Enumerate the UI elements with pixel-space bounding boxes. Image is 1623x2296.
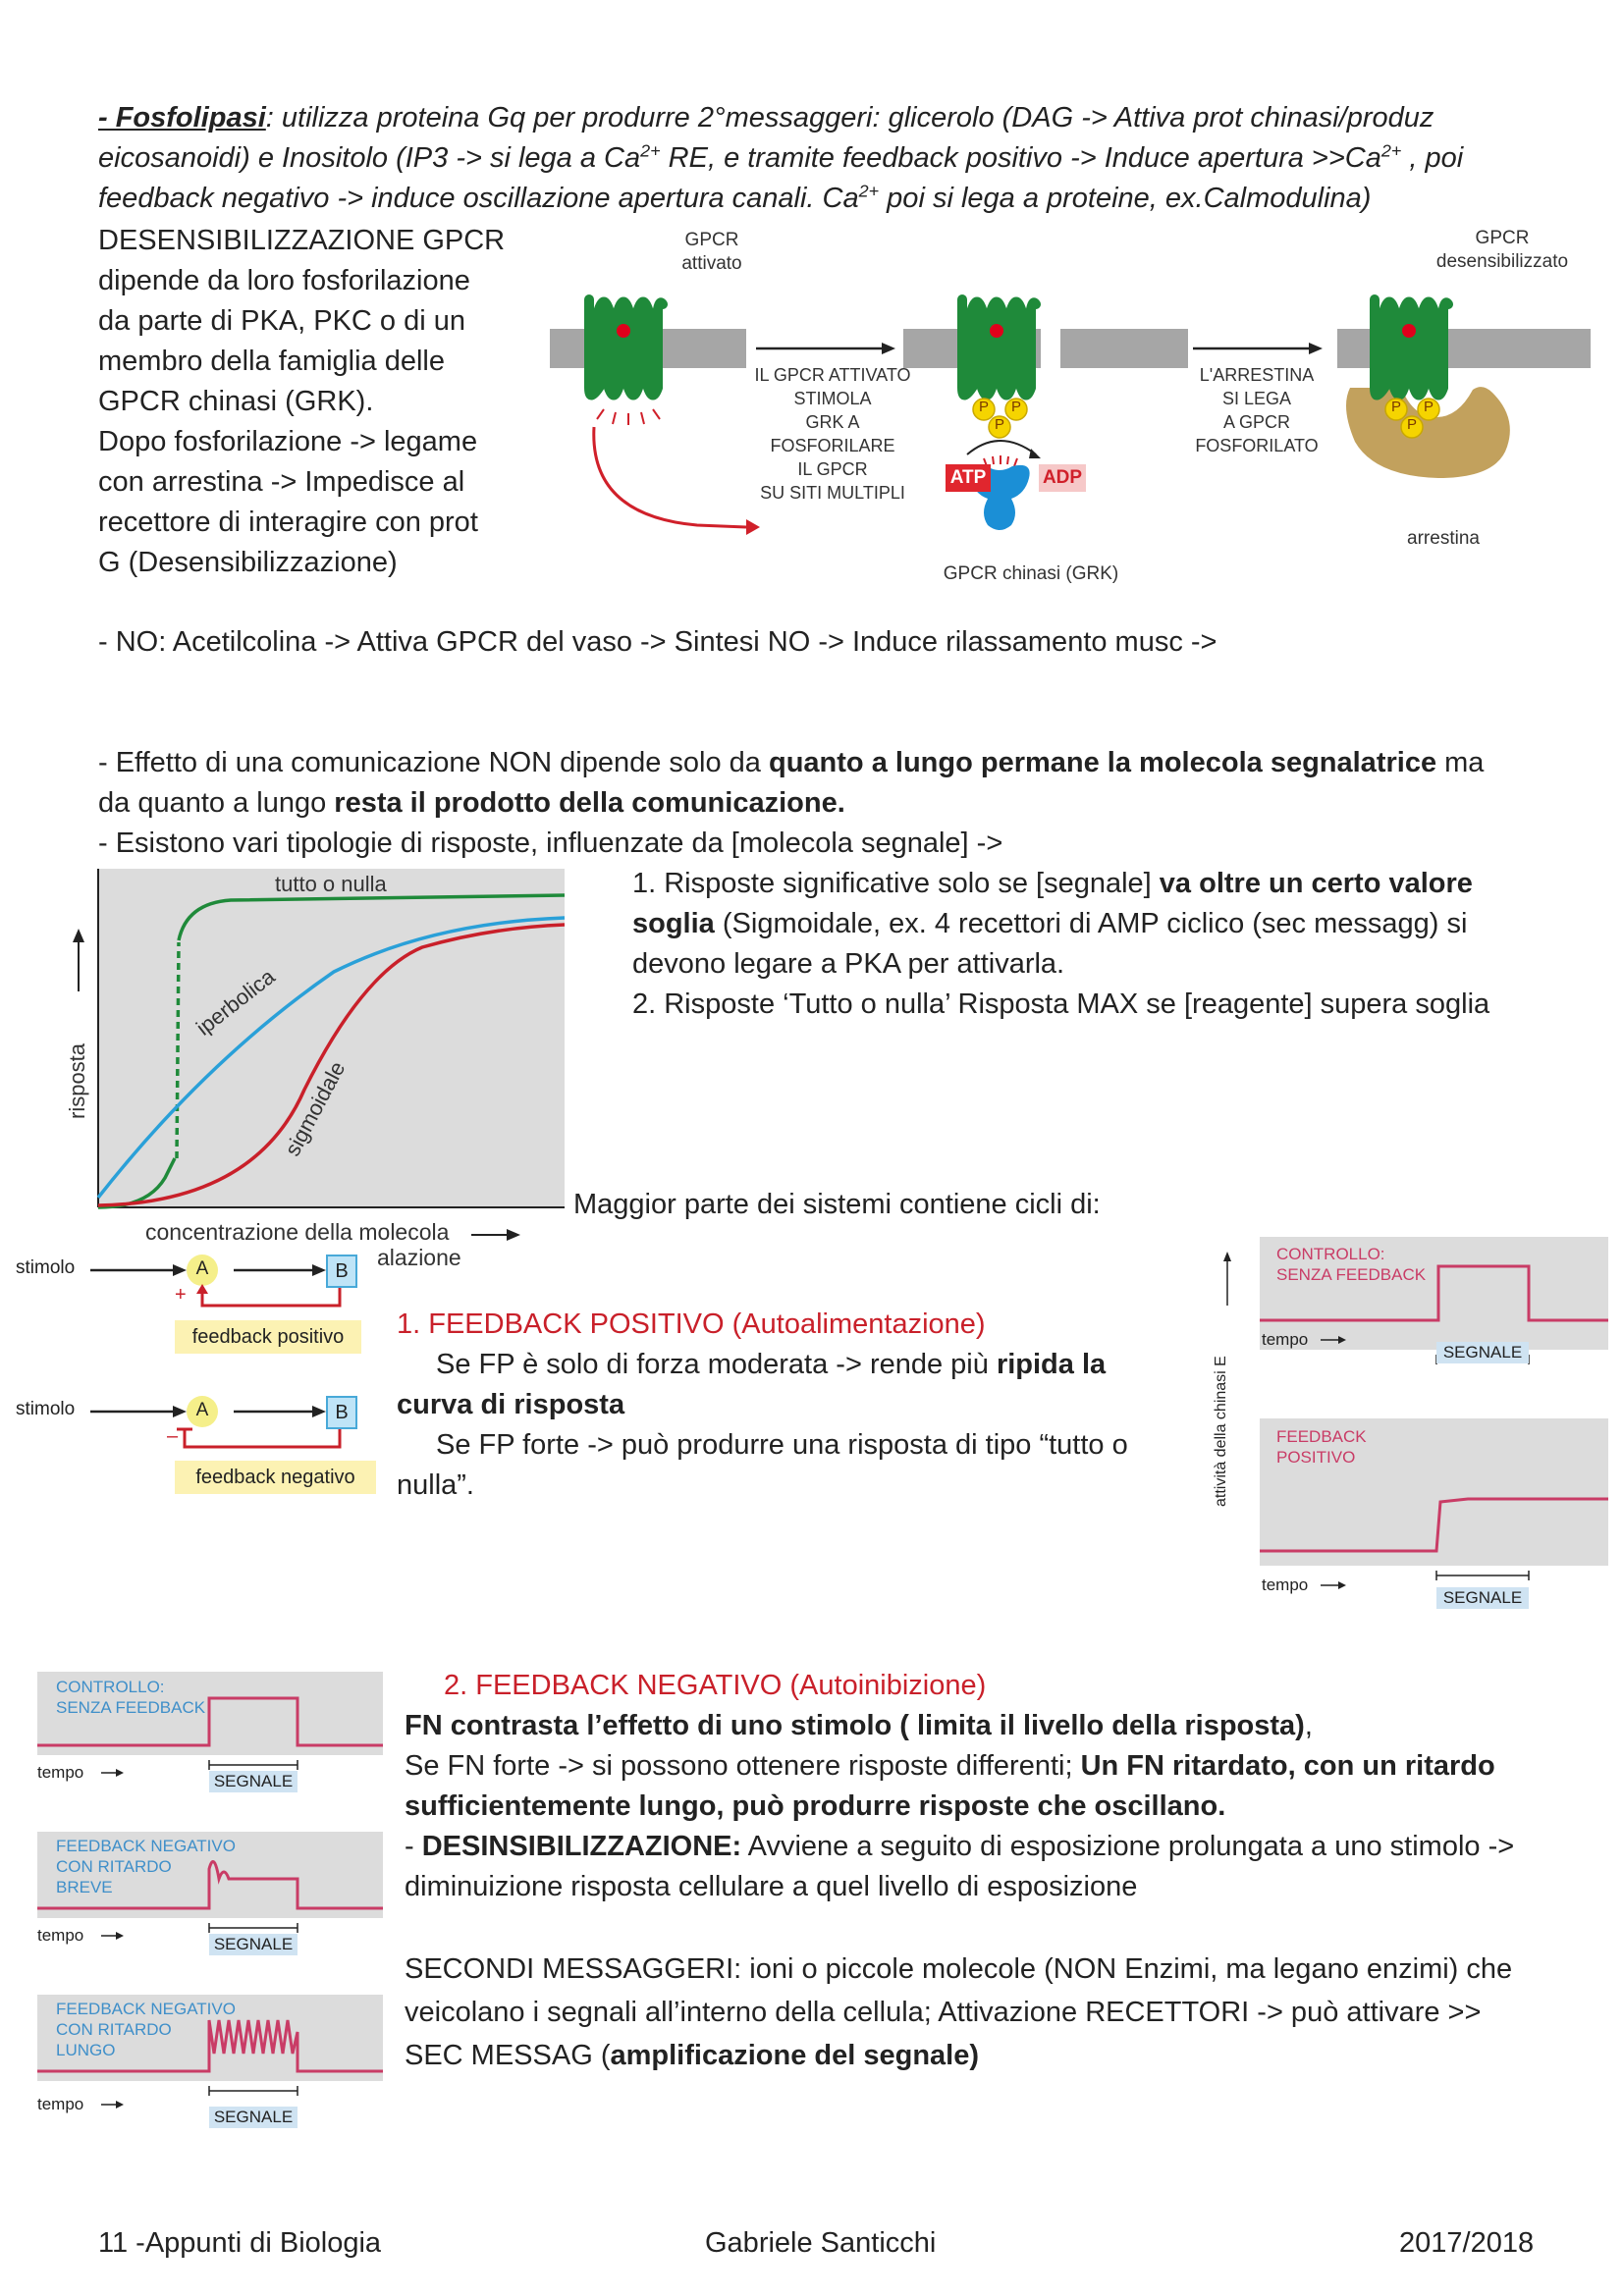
phosphorylation-arrow [594, 427, 746, 527]
gpcr-activated-label: GPCR attivato [681, 230, 742, 274]
p-label: P [978, 399, 989, 415]
cicli-text: Maggior parte dei sistemi contiene cicli di: [573, 1189, 1101, 1220]
x-axis-label-1: concentrazione della molecola [145, 1219, 450, 1245]
step2-label: L'ARRESTINA SI LEGA A GPCR FOSFORILATO [1195, 365, 1319, 455]
stimolo-label-neg: stimolo [16, 1399, 76, 1419]
feedback-positive-label: feedback positivo [175, 1320, 361, 1354]
risposta-1-line-2: soglia (Sigmoidale, ex. 4 recettori di AMP ciclico (sec messagg) si [632, 908, 1468, 939]
effetto-line-3: - Esistono vari tipologie di risposte, influenzate da [molecola segnale] -> [98, 828, 1003, 859]
membrane-3 [1060, 329, 1188, 368]
p-label: P [1406, 416, 1417, 433]
desens-line-2: da parte di PKA, PKC o di un [98, 305, 465, 337]
node-b-neg: B [326, 1396, 357, 1429]
ligand-dot-3 [1402, 324, 1416, 338]
secondi-line-2: veicolano i segnali all’interno della cellula; Attivazione RECETTORI -> può attivare >> [405, 1997, 1482, 2028]
fosfolipasi-title: - Fosfolipasi [98, 102, 266, 133]
feedback-negative-loop [185, 1425, 340, 1447]
panel-fbpos-label: FEEDBACK POSITIVO [1276, 1427, 1367, 1467]
tempo-label: tempo [37, 1926, 84, 1945]
fp-line-4: nulla”. [397, 1469, 474, 1501]
arrestin-label: arrestina [1407, 528, 1480, 549]
desens-line-1: dipende da loro fosforilazione [98, 265, 470, 296]
minus-sign: – [167, 1425, 179, 1447]
segnale-label: SEGNALE [1436, 1587, 1529, 1609]
y-axis-label: attività della chinasi E [1213, 1356, 1229, 1507]
fp-title-line: 1. FEEDBACK POSITIVO (Autoalimentazione) [397, 1308, 986, 1340]
risposta-1-line-3: devono legare a PKA per attivarla. [632, 948, 1065, 980]
p-label: P [1390, 399, 1401, 415]
p-label: P [1423, 399, 1434, 415]
step1-label: IL GPCR ATTIVATO STIMOLA GRK A FOSFORILARE IL GPCR SU SITI MULTIPLI [754, 365, 911, 503]
panel-control-label: CONTROLLO: SENZA FEEDBACK [1276, 1245, 1427, 1284]
y-axis-label: risposta [65, 1042, 89, 1119]
fp-line-3: Se FP forte -> può produrre una risposta di tipo “tutto o [436, 1429, 1128, 1461]
fosfolipasi-line-2: eicosanoidi) e Inositolo (IP3 -> si lega a $Ca^{2+}$ RE, e tramite feedback positivo -> Induce apertura $>>Ca^{2+}$ , poi [98, 140, 1464, 174]
risposta-1-line-1: 1. Risposte significative solo se [segnale] va oltre un certo valore [632, 868, 1473, 899]
positive-feedback-panels [1213, 1232, 1615, 1615]
fp-line-2: curva di risposta [397, 1389, 625, 1420]
gpcr-receptor-icon-1 [589, 299, 663, 396]
activation-sparks-icon [597, 409, 660, 425]
label-iperbolica: iperbolica [191, 964, 280, 1041]
ligand-dot-2 [990, 324, 1003, 338]
fp-line-1: Se FP è solo di forza moderata -> rende più ripida la [436, 1349, 1107, 1380]
effetto-line-1: - Effetto di una comunicazione NON dipende solo da quanto a lungo permane la molecola segnalatrice ma [98, 747, 1485, 778]
desens-line-5: Dopo fosforilazione -> legame [98, 426, 478, 457]
fn-line-1: FN contrasta l’effetto di uno stimolo ( limita il livello della risposta), [405, 1710, 1313, 1741]
atp-badge: ATP [946, 464, 991, 492]
desens-line-4: GPCR chinasi (GRK). [98, 386, 374, 417]
fosfolipasi-line-3: feedback negativo -> induce oscillazione apertura canali. $Ca^{2+}$ poi si lega a proteine, ex.Calmodulina) [98, 181, 1372, 214]
fosfolipasi-line-1: - Fosfolipasi: utilizza proteina Gq per produrre 2°messaggeri: glicerolo (DAG -> Attiva prot chinasi/produz [98, 102, 1434, 133]
effetto-line-2: da quanto a lungo resta il prodotto della comunicazione. [98, 787, 845, 819]
fn-line-2: Se FN forte -> si possono ottenere risposte differenti; Un FN ritardato, con un ritardo [405, 1750, 1495, 1782]
segnale-label: SEGNALE [209, 1934, 298, 1955]
p-label: P [994, 416, 1004, 433]
plus-sign: + [175, 1284, 187, 1306]
desens-line-8: G (Desensibilizzazione) [98, 547, 398, 578]
footer-page: 11 -Appunti di Biologia [98, 2227, 382, 2259]
stimolo-label-pos: stimolo [16, 1257, 76, 1278]
tempo-label: tempo [37, 2095, 84, 2113]
secondi-line-3: SEC MESSAG (amplificazione del segnale) [405, 2040, 979, 2071]
feedback-negative-label: feedback negativo [175, 1461, 376, 1494]
secondi-line-1: SECONDI MESSAGGERI: ioni o piccole molecole (NON Enzimi, ma legano enzimi) che [405, 1953, 1513, 1985]
fp-title: 1. FEEDBACK POSITIVO [397, 1308, 725, 1340]
adp-badge: ADP [1039, 464, 1086, 492]
feedback-loops-diagram [10, 1247, 383, 1512]
arrestin-icon [1346, 383, 1510, 478]
x-axis-label-2: alazione [377, 1245, 461, 1270]
desens-line-6: con arrestina -> Impedisce al [98, 466, 465, 498]
label-tutto-o-nulla: tutto o nulla [275, 872, 387, 896]
tempo-label: tempo [37, 1763, 84, 1782]
panel-neg-short-label: FEEDBACK NEGATIVO CON RITARDO BREVE [56, 1837, 236, 1896]
gpcr-desensitization-figure [550, 221, 1591, 594]
response-curves-chart [59, 864, 569, 1270]
fn-title: 2. FEEDBACK NEGATIVO [444, 1670, 783, 1701]
fn-line-5: diminuizione risposta cellulare a quel livello di esposizione [405, 1871, 1138, 1902]
footer-author: Gabriele Santicchi [705, 2227, 937, 2259]
node-a-label-pos: A [195, 1258, 209, 1279]
segnale-label: SEGNALE [1436, 1342, 1529, 1363]
p-label: P [1010, 399, 1021, 415]
tempo-label: tempo [1262, 1575, 1309, 1594]
feedback-positive-loop [202, 1284, 340, 1306]
tempo-label: tempo [1262, 1330, 1309, 1349]
risposta-2: 2. Risposte ‘Tutto o nulla’ Risposta MAX se [reagente] supera soglia [632, 988, 1490, 1020]
gpcr-receptor-icon-2 [962, 299, 1036, 396]
fn-line-3: sufficientemente lungo, può produrre risposte che oscillano. [405, 1790, 1226, 1822]
panel-neg-long-label: FEEDBACK NEGATIVO CON RITARDO LUNGO [56, 2000, 236, 2059]
gpcr-receptor-icon-3 [1375, 299, 1448, 396]
fn-line-4: - DESINSIBILIZZAZIONE: Avviene a seguito di esposizione prolungata a uno stimolo -> [405, 1831, 1515, 1862]
ligand-dot-1 [617, 324, 630, 338]
gpcr-desensitized-label: GPCR desensibilizzato [1435, 228, 1569, 272]
panel-control-label: CONTROLLO: SENZA FEEDBACK [56, 1678, 206, 1717]
desens-line-3: membro della famiglia delle [98, 346, 445, 377]
segnale-label: SEGNALE [209, 2107, 298, 2128]
node-a-label-neg: A [195, 1400, 209, 1420]
grk-label: GPCR chinasi (GRK) [943, 563, 1119, 584]
negative-feedback-panels [34, 1669, 388, 2140]
desens-title: DESENSIBILIZZAZIONE GPCR [98, 225, 506, 256]
atp-adp-arrow [967, 441, 1036, 454]
footer-year: 2017/2018 [1399, 2227, 1535, 2259]
label-sigmoidale: sigmoidale [280, 1057, 351, 1160]
fn-title-line: 2. FEEDBACK NEGATIVO (Autoinibizione) [444, 1670, 987, 1701]
node-b-pos: B [326, 1255, 357, 1288]
desens-line-7: recettore di interagire con prot [98, 507, 478, 538]
no-line: - NO: Acetilcolina -> Attiva GPCR del vaso -> Sintesi NO -> Induce rilassamento musc -> [98, 626, 1217, 658]
segnale-label: SEGNALE [209, 1771, 298, 1792]
